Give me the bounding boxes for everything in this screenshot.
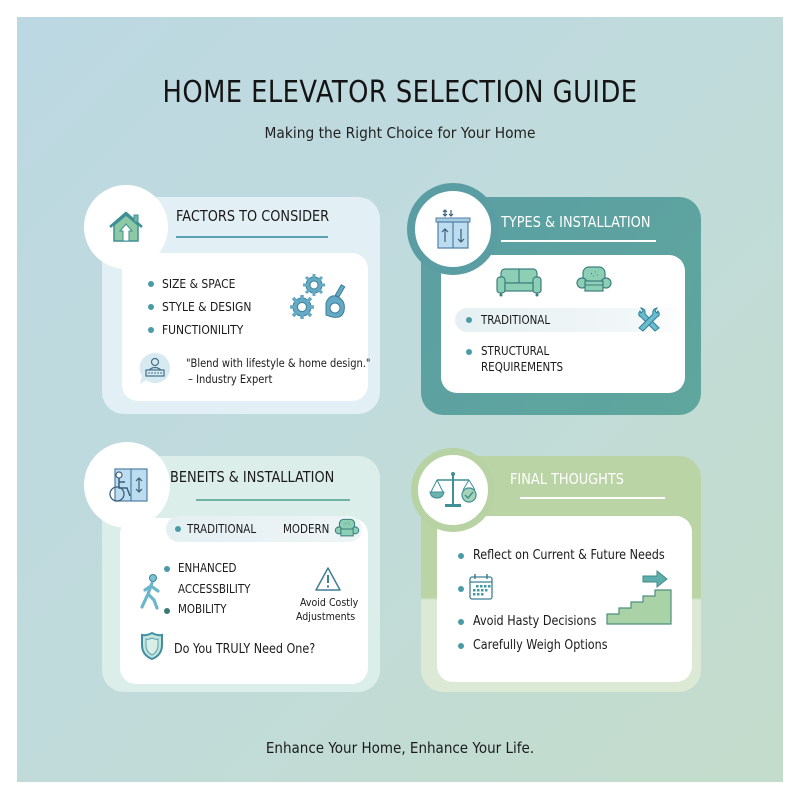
gears-and-tape-measure-icon <box>288 273 350 325</box>
elevator-doors-icon <box>431 207 475 251</box>
footer-tagline: Enhance Your Home, Enhance Your Life. <box>265 739 535 757</box>
card-badge <box>84 442 170 528</box>
card-title: FACTORS TO CONSIDER <box>176 207 330 225</box>
bullet <box>148 327 154 333</box>
list-item: Carefully Weigh Options <box>473 638 608 653</box>
list-item: STRUCTURAL <box>481 344 550 358</box>
armchair-icon <box>576 265 612 297</box>
balance-scale-check-icon <box>429 468 477 512</box>
bullet <box>458 586 464 592</box>
list-item: TRADITIONAL <box>481 313 551 327</box>
list-item: Avoid Hasty Decisions <box>473 614 597 629</box>
bullet <box>148 304 154 310</box>
stairs-arrow-icon <box>605 570 673 626</box>
expert-quote: "Blend with lifestyle & home design." <box>186 356 371 370</box>
shield-icon <box>140 631 164 661</box>
walking-person-icon <box>138 574 164 610</box>
calendar-icon <box>468 573 494 601</box>
bullet <box>458 619 464 625</box>
bullet <box>466 349 472 355</box>
title-divider <box>520 497 665 499</box>
card-title: TYPES & INSTALLATION <box>501 213 651 231</box>
title-divider <box>196 499 350 501</box>
list-item: ENHANCED <box>178 561 237 575</box>
accessible-elevator-icon <box>105 463 149 507</box>
warning-text: Adjustments <box>296 610 356 623</box>
sofa-icon <box>495 267 543 297</box>
pill-modern: MODERN <box>283 522 330 536</box>
bullet <box>164 608 170 614</box>
page-subtitle: Making the Right Choice for Your Home <box>264 124 536 142</box>
bullet <box>175 526 181 532</box>
expert-speech-bubble-icon <box>138 351 172 385</box>
warning-text: Avoid Costly <box>300 596 359 609</box>
list-item: ACCESSBILITY <box>178 582 251 596</box>
card-badge <box>411 448 495 532</box>
list-item: Reflect on Current & Future Needs <box>473 548 665 563</box>
question-text: Do You TRULY Need One? <box>174 642 316 657</box>
card-factors-to-consider <box>102 197 380 414</box>
pill-traditional: TRADITIONAL <box>187 522 257 536</box>
wrench-screwdriver-icon <box>635 307 663 333</box>
title-divider <box>501 240 656 242</box>
list-item: REQUIREMENTS <box>481 360 564 374</box>
title-divider <box>176 236 328 238</box>
house-arrow-icon <box>104 205 148 249</box>
bullet <box>164 566 170 572</box>
card-benefits-installation <box>102 456 380 692</box>
list-item: SIZE & SPACE <box>162 276 236 291</box>
page-title: HOME ELEVATOR SELECTION GUIDE <box>162 75 638 110</box>
bullet <box>148 281 154 287</box>
card-title: BENEITS & INSTALLATION <box>170 468 335 486</box>
list-item: MOBILITY <box>178 602 227 616</box>
list-item: FUNCTIONILITY <box>162 322 244 337</box>
card-final-thoughts <box>421 456 701 692</box>
bullet <box>458 553 464 559</box>
bullet <box>458 643 464 649</box>
card-badge <box>84 185 168 269</box>
card-types-installation <box>421 197 701 415</box>
armchair-icon <box>334 518 360 540</box>
quote-author: – Industry Expert <box>188 372 273 386</box>
list-item: STYLE & DESIGN <box>162 299 252 314</box>
card-badge <box>407 183 499 275</box>
warning-icon <box>314 566 342 592</box>
card-title: FINAL THOUGHTS <box>510 470 624 488</box>
bullet <box>466 317 472 323</box>
